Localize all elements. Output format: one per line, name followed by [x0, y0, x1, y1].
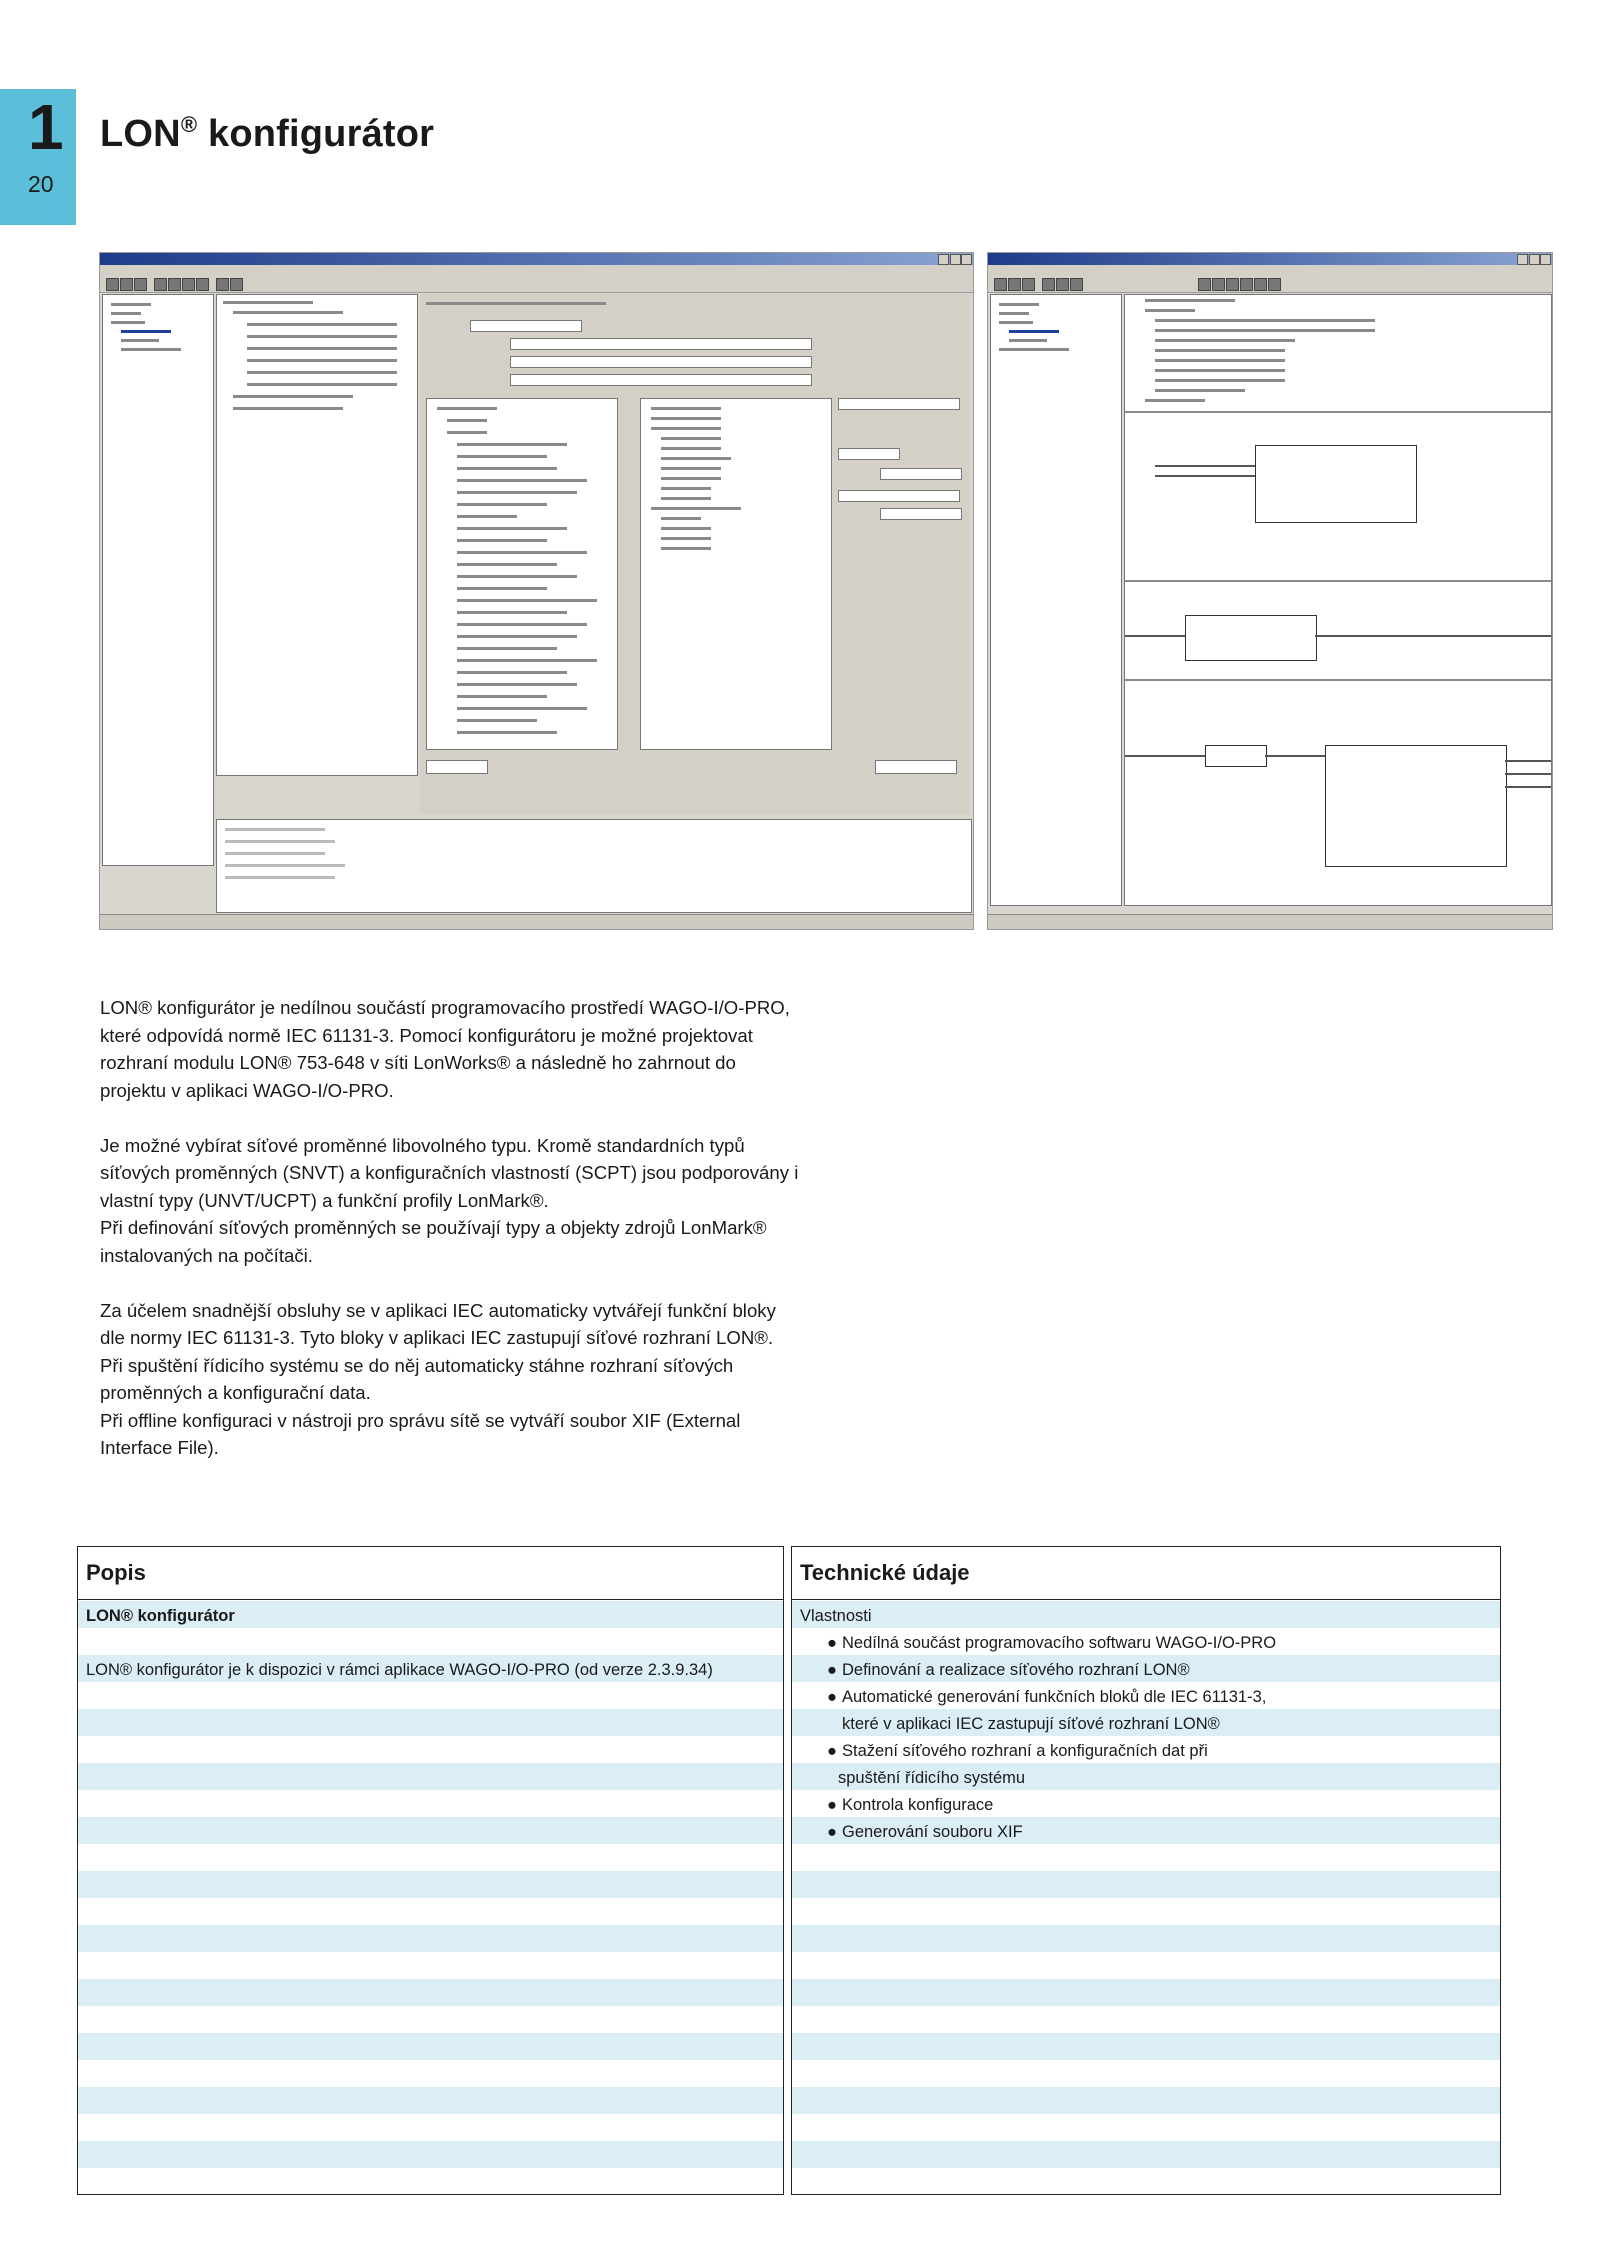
tech-section-label: Vlastnosti — [800, 1607, 872, 1625]
intro-paragraph-2: Je možné vybírat síťové proměnné libovolného typu. Kromě standardních typů síťových proměnných (SNVT) a konfiguračních vlastností (SCPT) jsou podporovány i vlastní typy (UNVT/UCPT) a funkční profily LonMark®. Při definování síťových proměnných se používají typy a objekty zdrojů LonMark® instalovaných na počítači. — [100, 1134, 799, 1266]
pou-tree-panel — [990, 294, 1122, 906]
toolbar — [988, 276, 1552, 293]
fbd-block-damper — [1325, 745, 1507, 867]
toolbar — [100, 276, 973, 293]
list-item: ● Generování souboru XIF — [827, 1823, 1023, 1841]
striped-rows — [78, 1601, 783, 2194]
chapter-tab — [0, 89, 76, 225]
menu-bar — [988, 265, 1552, 276]
popis-availability: LON® konfigurátor je k dispozici v rámci aplikace WAGO-I/O-PRO (od verze 2.3.9.34) — [86, 1661, 713, 1679]
popis-product-name: LON® konfigurátor — [86, 1607, 235, 1625]
codesys-fbd-screenshot — [987, 252, 1553, 930]
fbd-block-int-to-bool — [1205, 745, 1267, 767]
popis-header: Popis — [78, 1547, 783, 1600]
feature-list — [800, 1630, 1492, 1846]
popis-content — [86, 1603, 775, 1684]
message-panel — [216, 819, 972, 913]
list-item: ● Stažení síťového rozhraní a konfiguračních dat při spuštění řídicího systému — [827, 1742, 1208, 1787]
list-item: ● Definování a realizace síťového rozhraní LON® — [827, 1661, 1190, 1679]
pou-tree-panel — [102, 294, 214, 866]
fbd-block-module-5 — [1255, 445, 1417, 523]
list-item: ● Automatické generování funkčních bloků dle IEC 61131-3, které v aplikaci IEC zastupují síťové rozhraní LON® — [827, 1688, 1267, 1733]
intro-text — [100, 994, 800, 1489]
lon-interface-dialog — [420, 294, 970, 814]
list-item: ● Kontrola konfigurace — [827, 1796, 994, 1814]
hardware-tree-panel — [216, 294, 418, 776]
intro-paragraph-1: LON® konfigurátor je nedílnou součástí programovacího prostředí WAGO-I/O-PRO, které odpovídá normě IEC 61131-3. Pomocí konfigurátoru je možné projektovat rozhraní modulu LON® 753-648 v síti LonWorks® a následně ho zahrnout do projektu v aplikaci WAGO-I/O-PRO. — [100, 997, 790, 1101]
status-bar — [100, 914, 973, 929]
functional-profile-list — [640, 398, 832, 750]
popis-box — [77, 1546, 784, 2195]
page-number: 20 — [28, 171, 54, 197]
window-titlebar — [988, 253, 1552, 265]
fbd-editor — [1124, 294, 1552, 906]
lon-configurator-screenshot — [99, 252, 974, 930]
page-title: LON® konfigurátor — [100, 112, 435, 155]
window-titlebar — [100, 253, 973, 265]
list-item: ● Nedílná součást programovacího softwaru WAGO-I/O-PRO — [827, 1634, 1277, 1652]
tech-box — [791, 1546, 1501, 2195]
tech-header: Technické údaje — [792, 1547, 1500, 1600]
status-bar — [988, 914, 1552, 929]
standard-types-list — [426, 398, 618, 750]
intro-paragraph-3: Za účelem snadnější obsluhy se v aplikaci IEC automaticky vytvářejí funkční bloky dle normy IEC 61131-3. Tyto bloky v aplikaci IEC zastupují síťové rozhraní LON®. Při spuštění řídicího systému se do něj automaticky stáhne rozhraní síťových proměnných a konfigurační data. Při offline konfiguraci v nástroji pro správu sítě se vytváří soubor XIF (External Interface File). — [100, 1299, 776, 1458]
chapter-number: 1 — [28, 91, 64, 163]
tech-content — [800, 1603, 1492, 1846]
fbd-block-virtual — [1185, 615, 1317, 661]
menu-bar — [100, 265, 973, 276]
